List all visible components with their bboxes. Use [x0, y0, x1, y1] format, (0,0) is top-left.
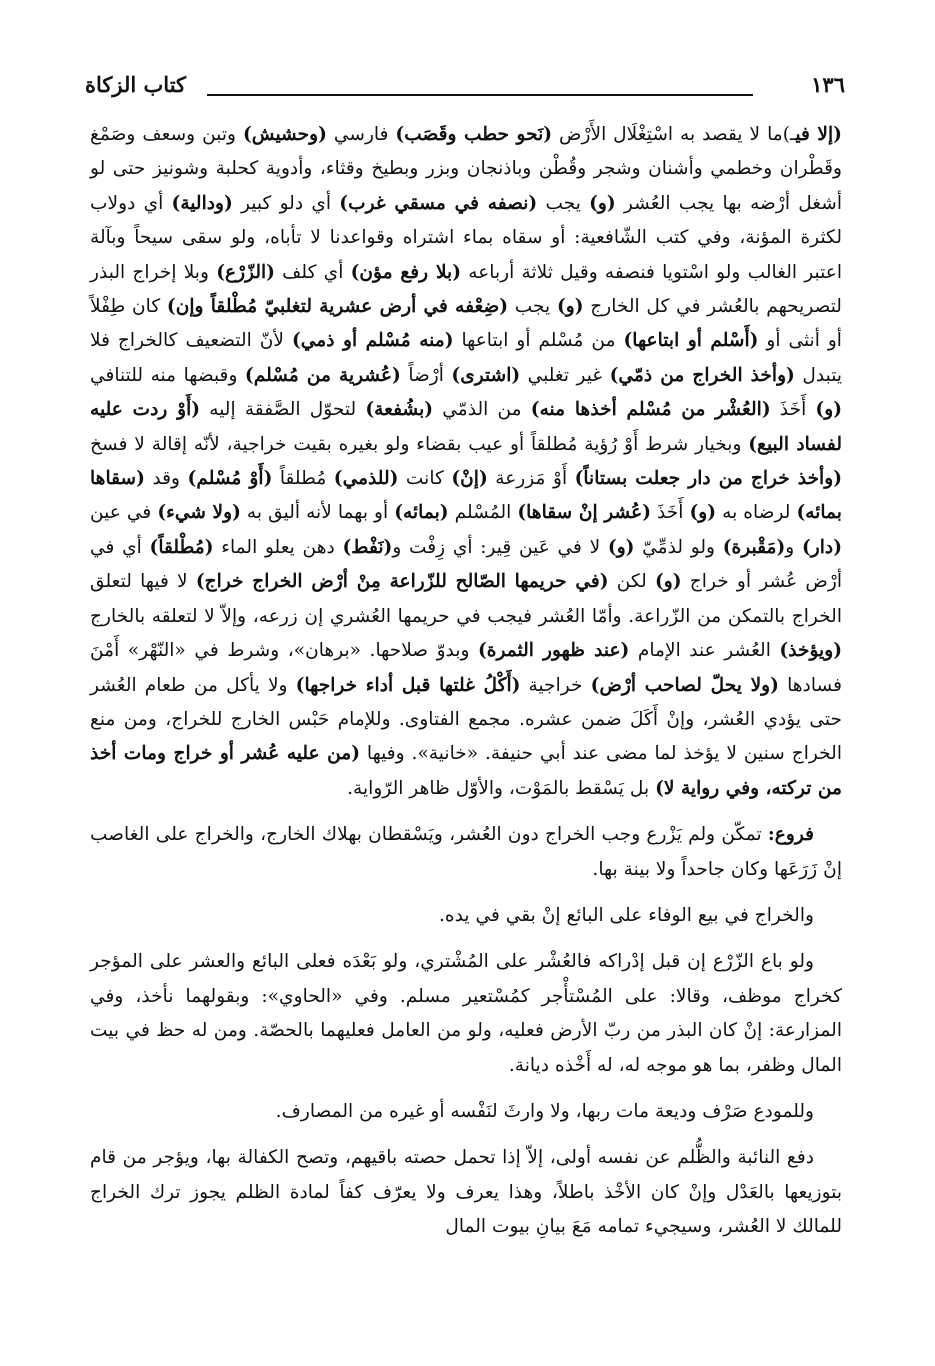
sharh-text: دفع النائبة والظُّلم عن نفسه أولى، إلاّ إذا تحمل حصته باقيهم، وتصح الكفالة بها، ويؤجر من قام بتوزيعها بالعَدْل وإنْ كان الأخْذ باطلاً، وهذا يعرف ولا يعرّف كفاً لمادة الظلم يجوز ترك الخراج للمالك لا العُشر، وسيجيء تمامه مَعَ بيانِ بيوت المال	[90, 1147, 842, 1238]
paragraph	[90, 899, 842, 933]
sharh-text: وللمودع صَرْف وديعة مات ربها، ولا وارثَ لنَفْسه أو غيره من المصارف.	[275, 1100, 814, 1122]
sharh-text: كان طِفْلاً أو أنثى أو	[90, 296, 842, 352]
sharh-text: أي في أرْض عُشر أو خراج	[90, 536, 842, 593]
sharh-text: من مُسْلم أو ابتاعها	[453, 330, 624, 352]
matn-text: (و)	[815, 399, 842, 421]
matn-text: (ضِعْفه في أرض عشرية لتغلبيّ مُطْلقاً وإن)	[166, 296, 509, 318]
sharh-text: وبخيار شرط أَوْ رُؤية مُطلقاً أو عيب بقضاء ولو بغيره بقيت خراجية، لأنّه إقالة لا فسخ	[90, 433, 749, 455]
body-text	[90, 118, 842, 1245]
matn-text: (بمائه)	[394, 502, 449, 524]
sharh-text: تمكّن ولم يَزْرع وجب الخراج دون العُشر، ويَسْقطان بهلاك الخارج، والخراج على الغاصب إنْ زَرَعَها وكان جاحداً ولا بينة بها.	[90, 824, 842, 880]
matn-text: (مَقْبرة)	[722, 536, 786, 558]
sharh-text: دهن يعلو الماء	[213, 536, 343, 558]
sharh-text: ولو لذمِّيّ	[634, 536, 723, 558]
matn-text: (و)	[556, 296, 584, 318]
sharh-text: أرْضاً	[400, 364, 452, 386]
sharh-text: وتبن وسعف وصَمْغ وقَطْران وخطمي وأشنان وشجر وقُطْن وباذنجان وبزر وبطيخ وقثاء، وأدوية كحلبة وشونيز حتى لو أشغل أرْضه بها يجب العُشر	[90, 124, 842, 214]
matn-text: (ويؤخذ)	[779, 640, 842, 662]
matn-text: (عُشرية من مُسْلم)	[244, 364, 401, 386]
sharh-text: ولو باع الزّرْع إن قبل إدْراكه فالعُشْر على المُشْتري، ولو بَعْدَه فعلى البائع والعشر على المؤجر كخراج موظف، وقالا: على المُسْتأْجر كمُسْتعير مسلم. وفي «الحاوي»: وبقولهما نأخذ، وفي المزارعة: إنْ كان البذر من ربّ الأرض فعليه، ولو من العامل فعليهما بالحصّة. ومن له حظ في بيت المال وظفر، بما هو موجه له، له أَخْذه ديانة.	[90, 951, 842, 1076]
sharh-text: ولا يأكل من طعام العُشر حتى يؤدي العُشر، وإنْ أَكَلَ ضمن عشره. مجمع الفتاوى. وللإمام حَبْس الخارج للخراج، ومن منع الخراج سنين لا يؤخذ لما مضى عند أبي حنيفة. «خانية». وفيها	[90, 674, 842, 765]
matn-text: (في حريمها الصّالح للزّراعة مِنْ أرْض الخراج خراج)	[195, 571, 609, 593]
matn-text: فروع:	[767, 824, 814, 846]
sharh-text: لكن	[608, 571, 655, 593]
book-title: كتاب الزكاة	[85, 72, 187, 97]
sharh-text: وقد	[144, 468, 188, 490]
sharh-text: في عين	[90, 502, 158, 524]
matn-text: (وأخذ خراج من دار جعلت بستاناً)	[574, 468, 843, 490]
sharh-text: فارسي	[326, 124, 396, 145]
matn-text: (دار)	[801, 536, 843, 558]
sharh-text: والخراج في بيع الوفاء على البائع إنْ بقي في يده.	[438, 904, 814, 926]
sharh-text: خراجية	[520, 674, 591, 696]
sharh-text: ـ)ما لا يقصد به اسْتِغْلَال الأَرْض	[552, 124, 796, 145]
matn-text: (منه مُسْلم أو ذمي)	[291, 330, 454, 352]
sharh-text: المُسْلم	[448, 502, 518, 524]
matn-text: (و)	[655, 571, 682, 593]
matn-text: (الزّرْع)	[216, 261, 275, 283]
matn-text: (ودالية)	[171, 192, 233, 214]
sharh-text: أَخَذَ	[770, 399, 816, 421]
matn-text: (إلا في	[795, 124, 842, 145]
matn-text: (أَوْ مُسْلم)	[187, 468, 273, 490]
matn-text: (و)	[589, 192, 616, 214]
sharh-text: أو بهما لأنه أليق به	[240, 502, 395, 524]
header-rule	[207, 94, 753, 96]
sharh-text: مُطلقاً	[272, 468, 334, 490]
matn-text: (العُشْر من مُسْلم أخذها منه)	[530, 399, 771, 421]
sharh-text: يجب	[508, 296, 557, 318]
sharh-text: غير تغلبي	[520, 364, 610, 386]
sharh-text: أَوْ مَزرعة	[487, 468, 575, 490]
sharh-text: لأنّ التضعيف كالخراج فلا يتبدل	[90, 330, 843, 386]
sharh-text: من الذمّي	[433, 399, 531, 421]
sharh-text: أي دلو كبير	[232, 192, 340, 214]
sharh-text: وبدوّ صلاحها. «برهان»، وشرط في «النّهْر» أَمْنَ فسادها	[90, 640, 842, 696]
running-header	[85, 70, 845, 106]
matn-text: (بشُفعة)	[365, 399, 434, 421]
matn-text: (سقاها بمائه)	[90, 468, 842, 524]
matn-text: (من عليه عُشر أو خراج ومات أخذ من تركته، وفي رواية لا)	[90, 743, 842, 799]
matn-text: (ولا يحلّ لصاحب أرْض)	[590, 674, 779, 696]
matn-text: (نصفه في مسقي غرب)	[339, 192, 538, 214]
sharh-text: وبلا إخراج البذر لتصريحهم بالعُشر في كل الخارج	[90, 261, 842, 318]
paragraph	[90, 945, 842, 1083]
matn-text: (نَفْط)	[342, 536, 393, 558]
matn-text: (اشترى)	[451, 364, 521, 386]
matn-text: (إنْ)	[451, 468, 488, 490]
sharh-text: لا في عَين قِير: أي زِفْت و	[392, 536, 608, 558]
sharh-text: يجب	[537, 192, 590, 214]
matn-text: (وحشيش)	[242, 124, 327, 145]
sharh-text: أي كلف	[274, 261, 351, 283]
matn-text: (عُشر إنْ سقاها)	[517, 502, 652, 524]
matn-text: (نَحو حطب وقَصَب)	[395, 124, 553, 145]
matn-text: (أَسْلم أو ابتاعها)	[623, 330, 759, 352]
paragraph	[90, 118, 842, 806]
matn-text: (مُطْلقاً)	[149, 536, 214, 558]
sharh-text: وقبضها منه للتنافي	[90, 364, 245, 386]
sharh-text: لتحوّل الصَّفقة إليه	[200, 399, 366, 421]
sharh-text: أي دولاب لكثرة المؤنة، وفي كتب الشّافعية: أو سقاه بماء اشتراه وقواعدنا لا تأباه، ولو سقى سيحاً وبآلة اعتبر الغالب ولو اسْتويا فنصفه وقيل ثلاثة أرباعه	[90, 192, 842, 283]
matn-text: (عند ظهور الثمرة)	[477, 640, 630, 662]
matn-text: (أَوْ ردت عليه لفساد البيع)	[90, 399, 842, 455]
matn-text: (ولا شيء)	[157, 502, 241, 524]
sharh-text: بل يَسْقط بالمَوْت، والأوّل ظاهر الرّواية.	[347, 777, 656, 799]
sharh-text: و	[785, 536, 802, 558]
paragraph	[90, 1095, 842, 1129]
matn-text: (وأخذ الخراج من ذمّي)	[609, 364, 795, 386]
matn-text: (و)	[689, 502, 717, 524]
sharh-text: لا فيها لتعلق الخراج بالتمكن من الزّراعة. وأمّا العُشر فيجب في حريمها العُشري إن زرعه، وإلاّ لا لتعلقه بالخارج	[90, 571, 842, 627]
matn-text: (و)	[607, 536, 635, 558]
paragraph	[90, 818, 842, 887]
matn-text: (أَكْلُ غلتها قبل أداء خراجها)	[295, 674, 521, 696]
matn-text: (للذمي)	[333, 468, 399, 490]
sharh-text: العُشر عند الإمام	[629, 640, 780, 662]
sharh-text: كانت	[398, 468, 452, 490]
sharh-text: أَخَذَ	[651, 502, 690, 524]
paragraph	[90, 1141, 842, 1244]
page-number: ١٣٦	[811, 72, 845, 97]
sharh-text: لرضاه به	[716, 502, 797, 524]
matn-text: (بلا رفع مؤن)	[350, 261, 462, 283]
